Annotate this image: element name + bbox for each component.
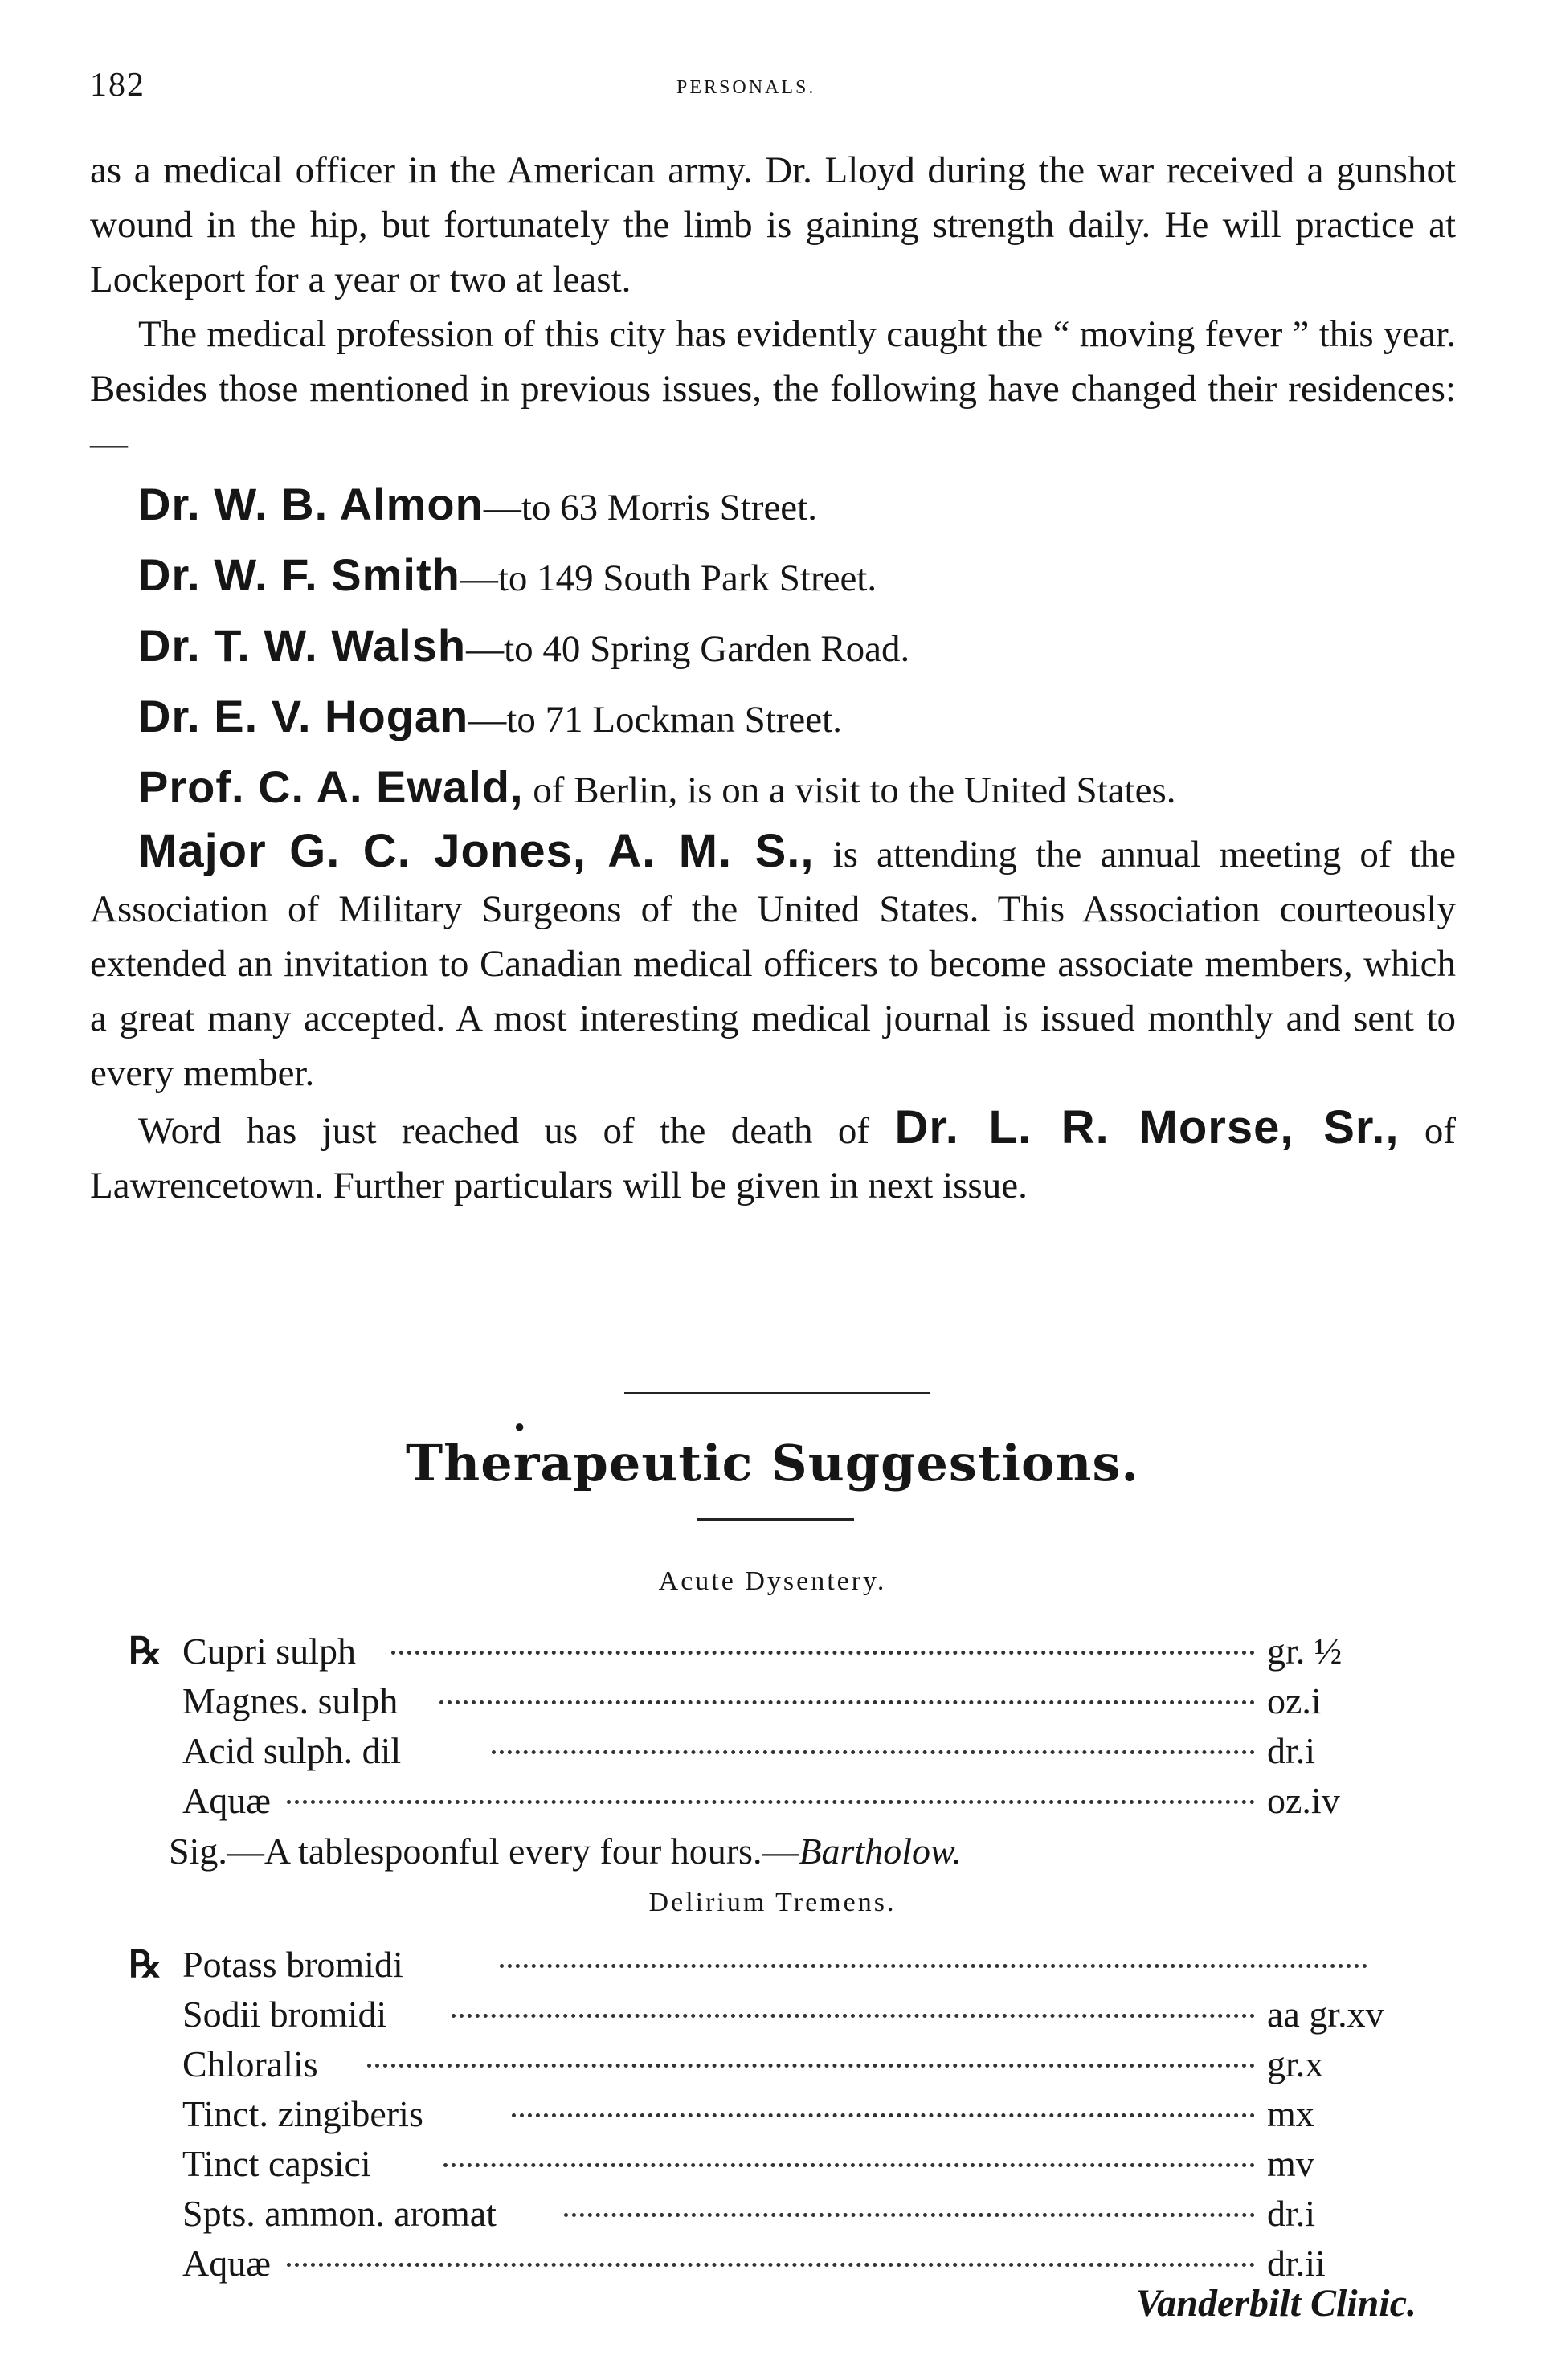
dot-leader [287, 2263, 1255, 2267]
ingredient-dose: oz.iv [1267, 1780, 1340, 1821]
ingredient-dose: gr. ½ [1267, 1631, 1343, 1672]
ingredient-name: Potass bromidi [182, 1944, 403, 1985]
prescription-row [90, 2139, 1456, 2189]
section-divider [624, 1392, 930, 1394]
prescription-row [90, 1676, 1456, 1726]
major-text: is attending the annual meeting of the Association of Military Surgeons of the United States. This Association courteously extended an invitation to Canadian medical officers to become associate members, which a great many accepted. A most interesting medical journal is issued monthly and sent to every member. [90, 834, 1456, 1094]
death-text-after: of Lawrencetown. Further particulars will be given in next issue. [90, 1110, 1456, 1206]
prescription-row [90, 2039, 1456, 2089]
sig-text: Sig.—A tablespoonful every four hours.— [169, 1831, 799, 1872]
prescription-row [90, 1627, 1456, 1676]
paragraph-continuation: as a medical officer in the American army. Dr. Lloyd during the war received a gunshot wound in the hip, but fortunately the limb is gaining strength daily. He will practice at Lockeport for a year or two at least. [90, 149, 1456, 300]
dot-leader [500, 1964, 1367, 1968]
signature-line [169, 1827, 962, 1876]
residence-entry [90, 683, 1456, 753]
personals-section [90, 143, 1456, 1213]
ingredient-dose: dr.ii [1267, 2243, 1326, 2284]
source-credit: Vanderbilt Clinic. [1135, 2282, 1416, 2325]
dot-leader [564, 2213, 1255, 2217]
ingredient-name: Aquæ [182, 1780, 271, 1821]
prescription-row [90, 1990, 1456, 2039]
ingredient-name: Tinct. zingiberis [182, 2093, 423, 2134]
ingredient-name: Cupri sulph [182, 1631, 356, 1672]
dot-leader [452, 2014, 1255, 2018]
section-title: Therapeutic Suggestions. [406, 1434, 1139, 1492]
paragraph-moving-fever: The medical profession of this city has evidently caught the “ moving fever ” this year. Besides those mentioned in previous issues, the following have changed their residences:— [90, 313, 1456, 464]
ingredient-name: Tinct capsici [182, 2143, 371, 2184]
page-number: 182 [90, 67, 145, 104]
ingredient-dose: dr.i [1267, 1730, 1316, 1771]
doctor-name: Dr. T. W. Walsh [138, 620, 467, 671]
printer-mark: ● [514, 1416, 525, 1436]
ingredient-name: Spts. ammon. aromat [182, 2193, 497, 2234]
prescription-delirium-tremens [90, 1940, 1456, 2288]
prescription-row [90, 2089, 1456, 2139]
major-name: Major G. C. Jones, A. M. S., [138, 825, 815, 877]
ingredient-name: Aquæ [182, 2243, 271, 2284]
doctor-address: —to 71 Lockman Street. [468, 699, 842, 741]
dot-leader [391, 1651, 1255, 1655]
paragraph-prof-ewald [90, 753, 1456, 824]
ingredient-name: Acid sulph. dil [182, 1730, 402, 1771]
dot-leader [492, 1750, 1255, 1754]
ingredient-dose: mv [1267, 2143, 1314, 2184]
residence-entry [90, 612, 1456, 683]
prescription-row [90, 2189, 1456, 2239]
rx-symbol-icon: ℞ [129, 1944, 162, 1985]
dot-leader [287, 1800, 1255, 1804]
ingredient-dose: mx [1267, 2093, 1314, 2134]
ingredient-name: Chloralis [182, 2043, 318, 2084]
doctor-address: —to 40 Spring Garden Road. [466, 628, 910, 670]
doctor-name: Dr. E. V. Hogan [138, 691, 469, 741]
ingredient-name: Magnes. sulph [182, 1680, 399, 1721]
rx-symbol-icon: ℞ [129, 1631, 162, 1672]
ingredient-dose: gr.x [1267, 2043, 1324, 2084]
paragraph-death-notice [90, 1100, 1456, 1213]
sig-author: Bartholow. [799, 1831, 962, 1872]
prescription-row [90, 1776, 1456, 1826]
residence-entry [90, 541, 1456, 612]
doctor-name: Dr. W. F. Smith [138, 549, 460, 600]
running-head: PERSONALS. [676, 77, 816, 98]
ingredient-dose: aa gr.xv [1267, 1994, 1384, 2035]
doctor-name: Dr. W. B. Almon [138, 479, 484, 529]
prof-name: Prof. C. A. Ewald, [138, 761, 524, 812]
doctor-address: —to 149 South Park Street. [460, 557, 877, 599]
doctor-address: —to 63 Morris Street. [483, 487, 817, 529]
dot-leader [443, 2163, 1255, 2167]
residence-entry [90, 471, 1456, 541]
ingredient-name: Sodii bromidi [182, 1994, 387, 2035]
page-header [90, 66, 1456, 114]
prof-text: of Berlin, is on a visit to the United States. [523, 770, 1176, 811]
heading-acute-dysentery: Acute Dysentery. [658, 1566, 887, 1596]
ingredient-dose: dr.i [1267, 2193, 1316, 2234]
title-underline [697, 1518, 854, 1521]
dot-leader [512, 2113, 1255, 2117]
prescription-row [90, 1726, 1456, 1776]
paragraph-major-jones [90, 824, 1456, 1100]
prescription-row [90, 1940, 1456, 1990]
heading-delirium-tremens: Delirium Tremens. [648, 1888, 897, 1917]
death-text-before: Word has just reached us of the death of [138, 1110, 895, 1152]
dot-leader [439, 1700, 1255, 1704]
dot-leader [367, 2064, 1255, 2068]
ingredient-dose: oz.i [1267, 1680, 1322, 1721]
deceased-name: Dr. L. R. Morse, Sr., [894, 1101, 1400, 1153]
prescription-acute-dysentery [90, 1627, 1456, 1826]
